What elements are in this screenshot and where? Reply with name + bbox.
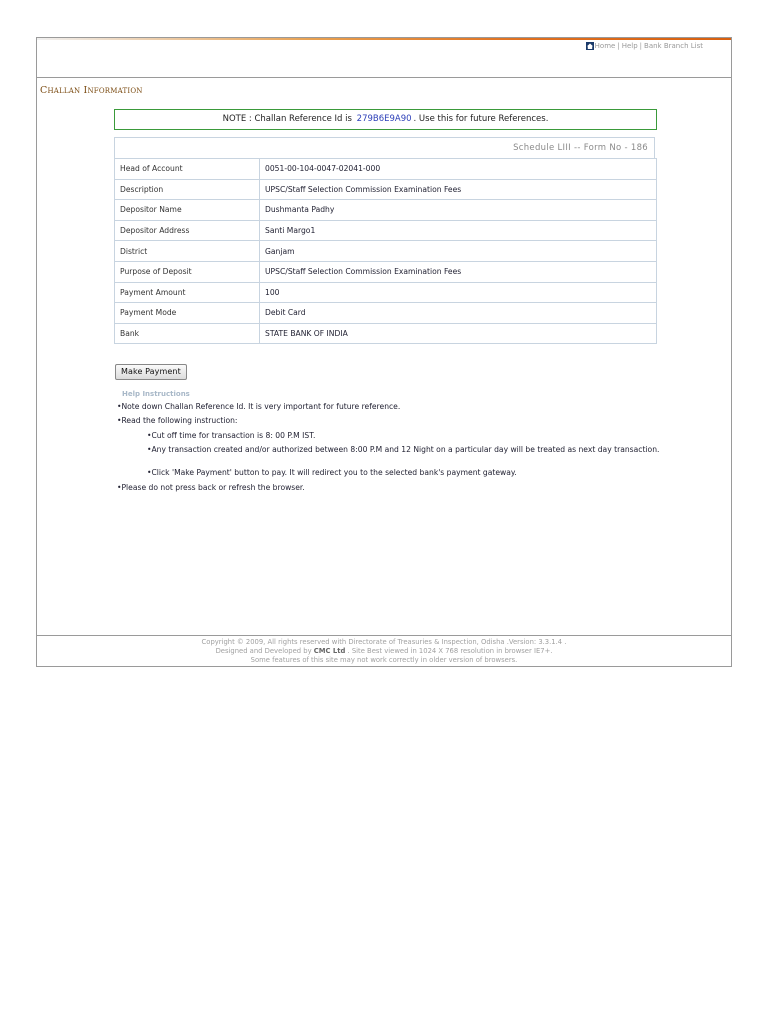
details-value: UPSC/Staff Selection Commission Examination Fees (260, 179, 657, 200)
details-value: UPSC/Staff Selection Commission Examination Fees (260, 261, 657, 282)
details-label: Description (115, 179, 260, 200)
top-navigation (586, 42, 703, 50)
footer-browser-note: Some features of this site may not work correctly in older version of browsers. (250, 656, 518, 664)
help-cutoff-time: •Cut off time for transaction is 8: 00 P.M IST. (147, 431, 316, 440)
details-row (115, 323, 657, 344)
challan-reference-id: 279B6E9A90 (356, 114, 412, 124)
bank-branch-list-link[interactable]: Bank Branch List (644, 42, 703, 50)
footer-developer-suffix: . Site Best viewed in 1024 X 768 resolution in browser IE7+. (347, 647, 553, 655)
help-instructions-title: Help Instructions (122, 390, 190, 398)
details-row (115, 159, 657, 180)
footer (37, 638, 731, 665)
help-note-reference: •Note down Challan Reference Id. It is very important for future reference. (117, 402, 401, 411)
page-frame (36, 37, 732, 667)
details-label: Payment Amount (115, 282, 260, 303)
details-label: Head of Account (115, 159, 260, 180)
footer-developer-prefix: Designed and Developed by (215, 647, 312, 655)
schedule-form-number: Schedule LIII -- Form No - 186 (114, 137, 655, 159)
details-value: 100 (260, 282, 657, 303)
footer-developer (37, 647, 731, 656)
details-label: Payment Mode (115, 303, 260, 324)
note-prefix: NOTE : Challan Reference Id is (222, 114, 352, 124)
details-label: Bank (115, 323, 260, 344)
details-label: Depositor Address (115, 220, 260, 241)
details-value: Debit Card (260, 303, 657, 324)
details-value: STATE BANK OF INDIA (260, 323, 657, 344)
details-row (115, 200, 657, 221)
footer-copyright: Copyright © 2009, All rights reserved with Directorate of Treasuries & Inspection, Odisha .Version: 3.3.1.4 . (201, 638, 567, 646)
top-accent-bar (37, 38, 731, 40)
help-read-instruction: •Read the following instruction: (117, 416, 238, 425)
details-row (115, 261, 657, 282)
details-value: Ganjam (260, 241, 657, 262)
details-label: Depositor Name (115, 200, 260, 221)
footer-company: CMC Ltd (313, 647, 346, 655)
help-next-day-transaction: •Any transaction created and/or authorized between 8:00 P.M and 12 Night on a particular day will be treated as next day transaction. (147, 445, 660, 454)
details-value: Dushmanta Padhy (260, 200, 657, 221)
details-row (115, 241, 657, 262)
home-icon (586, 42, 594, 50)
header-divider (37, 77, 731, 78)
details-row (115, 282, 657, 303)
nav-separator: | (639, 42, 643, 50)
help-no-back-refresh: •Please do not press back or refresh the browser. (117, 483, 305, 492)
reference-note (114, 109, 657, 130)
help-link[interactable]: Help (621, 42, 638, 50)
nav-separator: | (617, 42, 620, 50)
details-label: District (115, 241, 260, 262)
help-make-payment: •Click 'Make Payment' button to pay. It will redirect you to the selected bank's payment gateway. (147, 468, 517, 477)
details-row (115, 303, 657, 324)
note-suffix: . Use this for future References. (413, 114, 549, 124)
details-label: Purpose of Deposit (115, 261, 260, 282)
home-link[interactable]: Home (594, 42, 616, 50)
page-title: Challan Information (40, 85, 143, 96)
details-row (115, 179, 657, 200)
challan-details-table (114, 158, 657, 344)
footer-divider (37, 635, 731, 636)
details-row (115, 220, 657, 241)
make-payment-button[interactable]: Make Payment (115, 364, 187, 380)
details-value: Santi Margo1 (260, 220, 657, 241)
details-value: 0051-00-104-0047-02041-000 (260, 159, 657, 180)
